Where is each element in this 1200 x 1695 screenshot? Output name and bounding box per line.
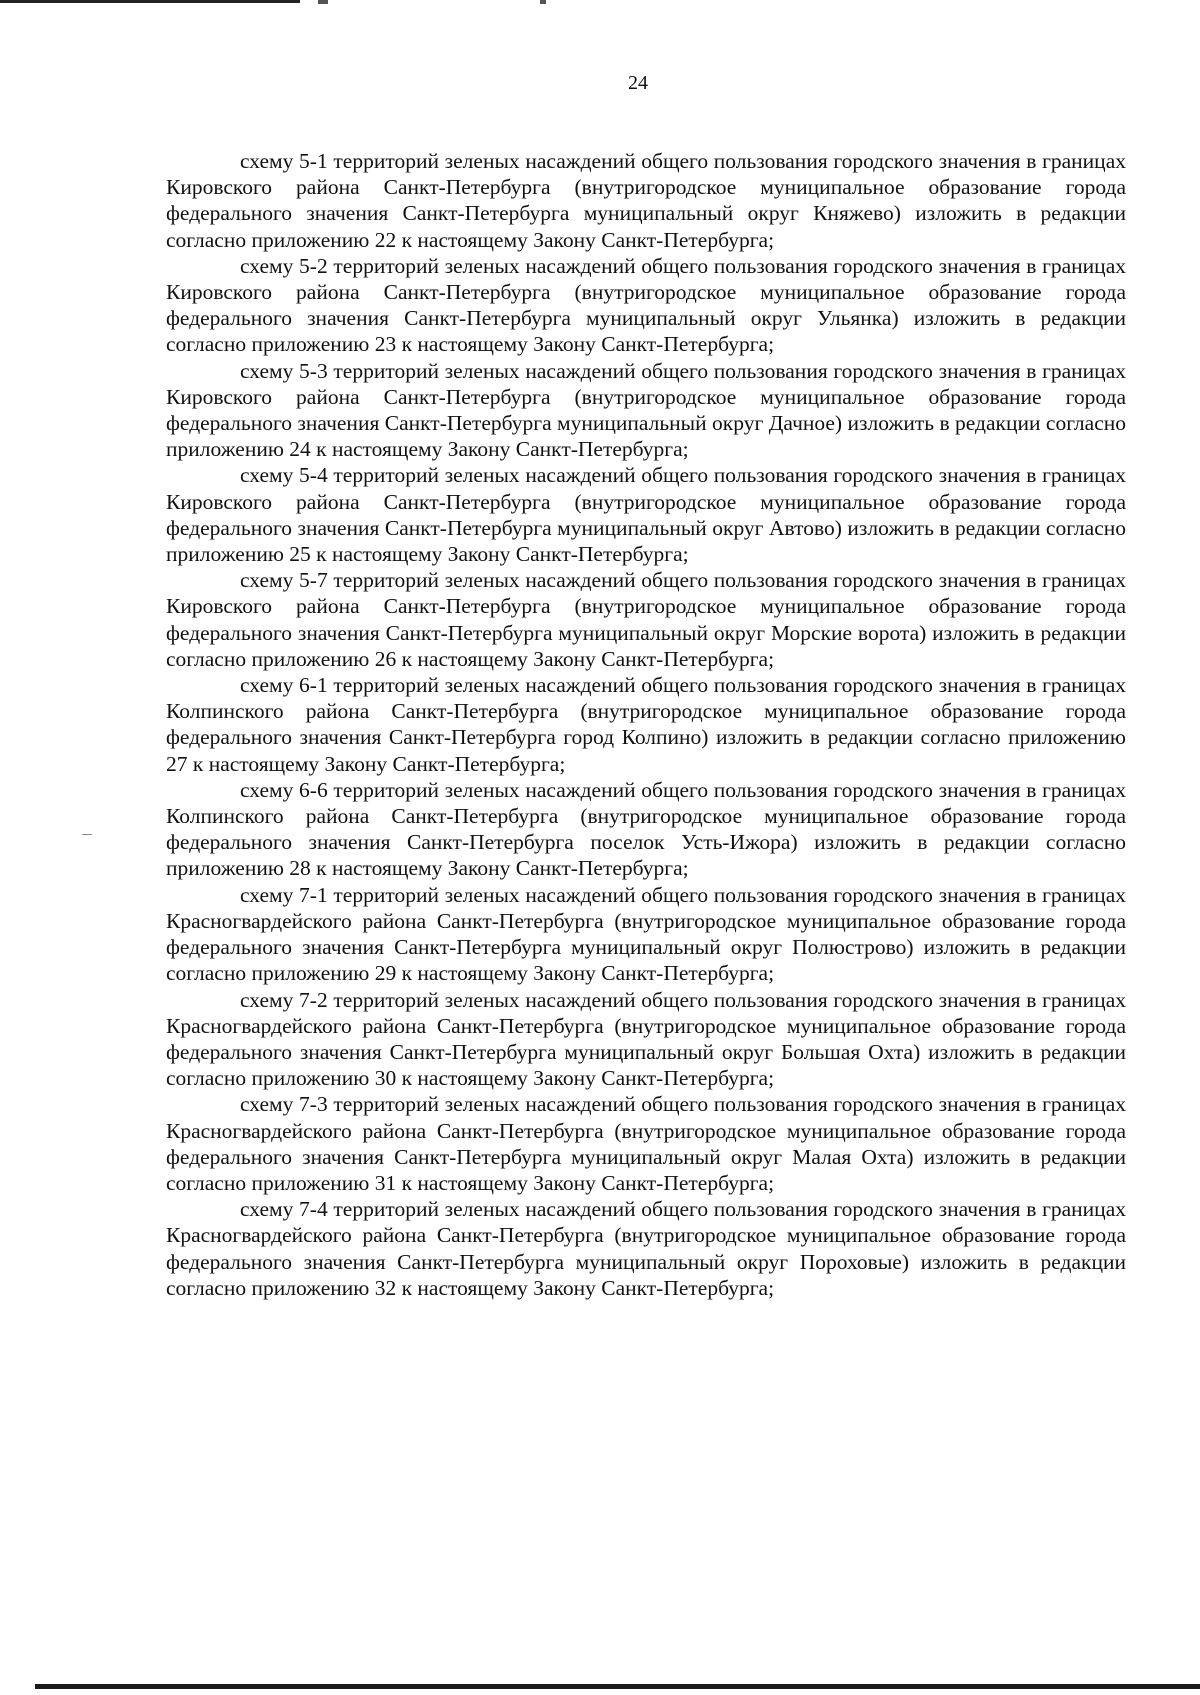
- scan-bottom-edge-line: [35, 1684, 1200, 1689]
- paragraph: схему 7-3 территорий зеленых насаждений общего пользования городского значения в границах Красногвардейского района Санкт-Петербурга (внутригородское муниципальное образование города федерального значения Санкт-Петербурга муниципальный округ Малая Охта) изложить в редакции согласно приложению 31 к настоящему Закону Санкт-Петербурга;: [166, 1092, 1126, 1195]
- paragraph: схему 5-4 территорий зеленых насаждений общего пользования городского значения в границах Кировского района Санкт-Петербурга (внутригородское муниципальное образование города федерального значения Санкт-Петербурга муниципальный округ Автово) изложить в редакции согласно приложению 25 к настоящему Закону Санкт-Петербурга;: [166, 463, 1126, 567]
- paragraph: схему 6-6 территорий зеленых насаждений общего пользования городского значения в границах Колпинского района Санкт-Петербурга (внутригородское муниципальное образование города федерального значения Санкт-Петербурга поселок Усть-Ижора) изложить в редакции согласно приложению 28 к настоящему Закону Санкт-Петербурга;: [166, 777, 1126, 881]
- paragraph: схему 7-1 территорий зеленых насаждений общего пользования городского значения в границах Красногвардейского района Санкт-Петербурга (внутригородское муниципальное образование города федерального значения Санкт-Петербурга муниципальный округ Полюстрово) изложить в редакции согласно приложению 29 к настоящему Закону Санкт-Петербурга;: [166, 882, 1126, 986]
- scan-top-tick-mark: [540, 0, 546, 4]
- scan-margin-mark: [82, 834, 92, 835]
- paragraph: схему 5-2 территорий зеленых насаждений общего пользования городского значения в границах Кировского района Санкт-Петербурга (внутригородское муниципальное образование города федерального значения Санкт-Петербурга муниципальный округ Ульянка) изложить в редакции согласно приложению 23 к настоящему Закону Санкт-Петербурга;: [166, 253, 1126, 357]
- scan-top-tick-mark: [318, 0, 328, 4]
- document-body: [166, 148, 1126, 1301]
- paragraph: схему 7-2 территорий зеленых насаждений общего пользования городского значения в границах Красногвардейского района Санкт-Петербурга (внутригородское муниципальное образование города федерального значения Санкт-Петербурга муниципальный округ Большая Охта) изложить в редакции согласно приложению 30 к настоящему Закону Санкт-Петербурга;: [166, 987, 1126, 1091]
- scan-top-edge-line: [0, 0, 300, 3]
- paragraph: схему 7-4 территорий зеленых насаждений общего пользования городского значения в границах Красногвардейского района Санкт-Петербурга (внутригородское муниципальное образование города федерального значения Санкт-Петербурга муниципальный округ Пороховые) изложить в редакции согласно приложению 32 к настоящему Закону Санкт-Петербурга;: [166, 1197, 1126, 1300]
- paragraph: схему 5-7 территорий зеленых насаждений общего пользования городского значения в границах Кировского района Санкт-Петербурга (внутригородское муниципальное образование города федерального значения Санкт-Петербурга муниципальный округ Морские ворота) изложить в редакции согласно приложению 26 к настоящему Закону Санкт-Петербурга;: [166, 568, 1126, 671]
- paragraph: схему 5-3 территорий зеленых насаждений общего пользования городского значения в границах Кировского района Санкт-Петербурга (внутригородское муниципальное образование города федерального значения Санкт-Петербурга муниципальный округ Дачное) изложить в редакции согласно приложению 24 к настоящему Закону Санкт-Петербурга;: [166, 358, 1126, 462]
- page-number: 24: [628, 72, 648, 94]
- paragraph: схему 5-1 территорий зеленых насаждений общего пользования городского значения в границах Кировского района Санкт-Петербурга (внутригородское муниципальное образование города федерального значения Санкт-Петербурга муниципальный округ Княжево) изложить в редакции согласно приложению 22 к настоящему Закону Санкт-Петербурга;: [166, 149, 1126, 252]
- paragraph: схему 6-1 территорий зеленых насаждений общего пользования городского значения в границах Колпинского района Санкт-Петербурга (внутригородское муниципальное образование города федерального значения Санкт-Петербурга город Колпино) изложить в редакции согласно приложению 27 к настоящему Закону Санкт-Петербурга;: [166, 673, 1126, 776]
